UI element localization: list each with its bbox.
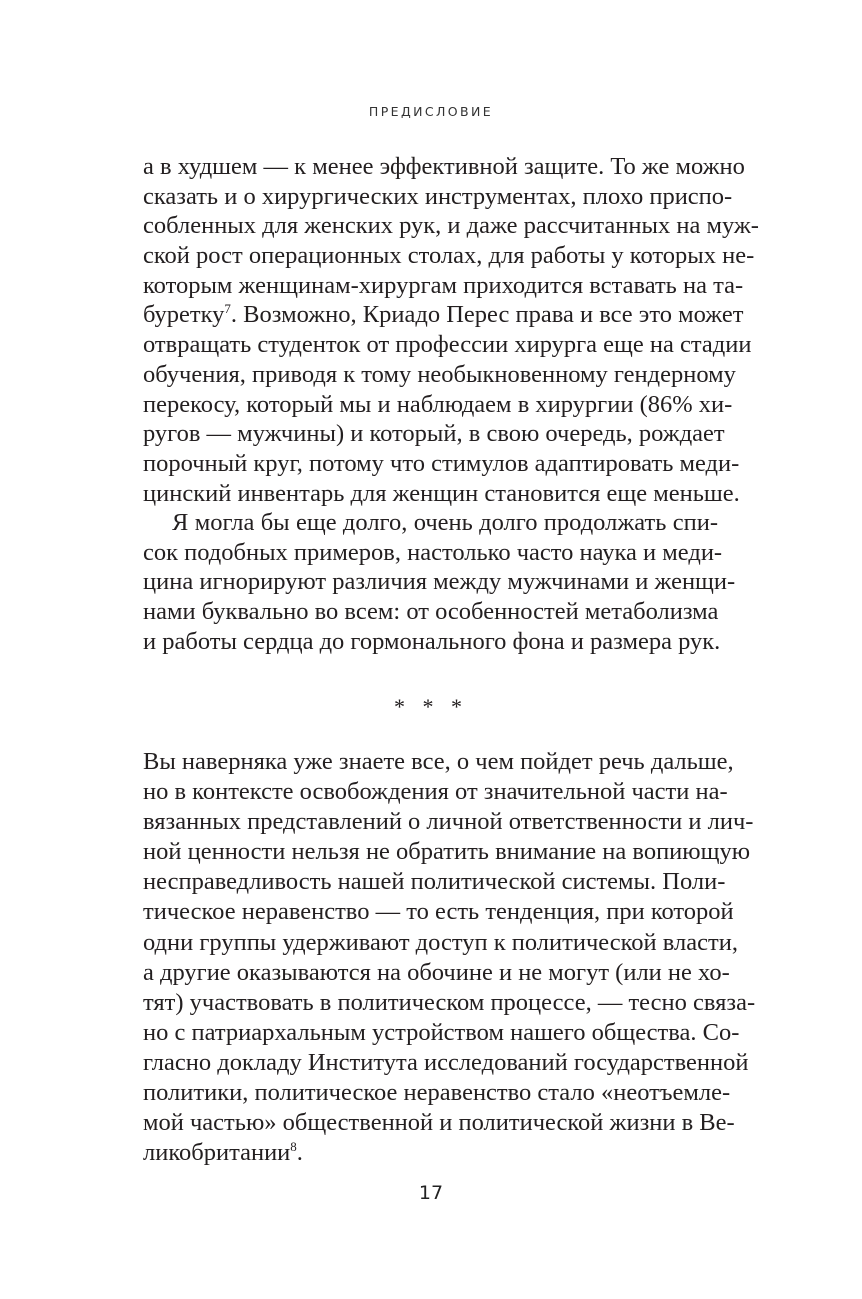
text-line: а другие оказываются на обочине и не могут (или не хо-: [143, 958, 730, 986]
text-fragment: ликобритании: [143, 1139, 291, 1167]
text-line: Вы наверняка уже знаете все, о чем пойдет речь дальше,: [143, 748, 734, 775]
page-number: 17: [418, 1182, 444, 1204]
section-break: * * *: [394, 694, 468, 719]
text-line: сказать и о хирургических инструментах, плохо приспо-: [143, 182, 733, 210]
text-line: цина игнорируют различия между мужчинами и женщи-: [143, 568, 736, 596]
text-fragment: .: [296, 1139, 303, 1167]
text-line: собленных для женских рук, и даже рассчитанных на муж-: [143, 212, 759, 240]
text-line: ругов — мужчины) и который, в свою очередь, рождает: [143, 420, 725, 448]
text-fragment: . Возможно, Криадо Перес права и все это может: [230, 301, 744, 329]
text-line: вязанных представлений о личной ответственности и лич-: [143, 808, 754, 836]
text-line: но в контексте освобождения от значительной части на-: [143, 778, 728, 806]
paragraph: [143, 152, 759, 508]
text-line: нами буквально во всем: от особенностей метаболизма: [143, 598, 719, 626]
text-line: которым женщинам-хирургам приходится вставать на та-: [143, 271, 744, 299]
text-line: ной ценности нельзя не обратить внимание на вопиющую: [143, 838, 751, 866]
text-line: но с патриархальным устройством нашего общества. Со-: [143, 1018, 740, 1046]
text-line: обучения, приводя к тому необыкновенному гендерному: [143, 360, 736, 388]
text-line: одни группы удерживают доступ к политической власти,: [143, 928, 738, 956]
text-line: ской рост операционных столах, для работы у которых не-: [143, 242, 755, 270]
text-fragment: буретку: [143, 301, 225, 329]
text-line: отвращать студенток от профессии хирурга еще на стадии: [143, 331, 752, 359]
text-line: гласно докладу Института исследований государственной: [143, 1048, 749, 1076]
text-line: и работы сердца до гормонального фона и размера рук.: [143, 627, 721, 655]
text-line: перекосу, который мы и наблюдаем в хирургии (86% хи-: [143, 390, 733, 418]
footnote-ref[interactable]: 7: [224, 301, 231, 317]
text-line: тят) участвовать в политическом процессе, — тесно связа-: [143, 988, 756, 1016]
running-header: ПРЕДИСЛОВИЕ: [368, 104, 494, 119]
text-line: сок подобных примеров, настолько часто наука и меди-: [143, 538, 723, 566]
paragraph: [143, 747, 756, 1168]
text-line: Я могла бы еще долго, очень долго продолжать спи-: [172, 509, 718, 536]
text-line: [143, 1138, 718, 1168]
text-line: несправедливость нашей политической системы. Поли-: [143, 868, 726, 896]
text-line: а в худшем — к менее эффективной защите. То же можно: [143, 153, 745, 180]
text-line: порочный круг, потому что стимулов адаптировать меди-: [143, 449, 740, 477]
footnote-ref[interactable]: 8: [290, 1139, 297, 1155]
text-line: политики, политическое неравенство стало «неотъемле-: [143, 1079, 731, 1107]
text-line: мой частью» общественной и политической жизни в Ве-: [143, 1109, 735, 1137]
paragraph: [143, 508, 736, 656]
text-line: тическое неравенство — то есть тенденция, при которой: [143, 898, 734, 926]
text-line: [143, 300, 744, 330]
text-line: цинский инвентарь для женщин становится еще меньше.: [143, 479, 740, 507]
